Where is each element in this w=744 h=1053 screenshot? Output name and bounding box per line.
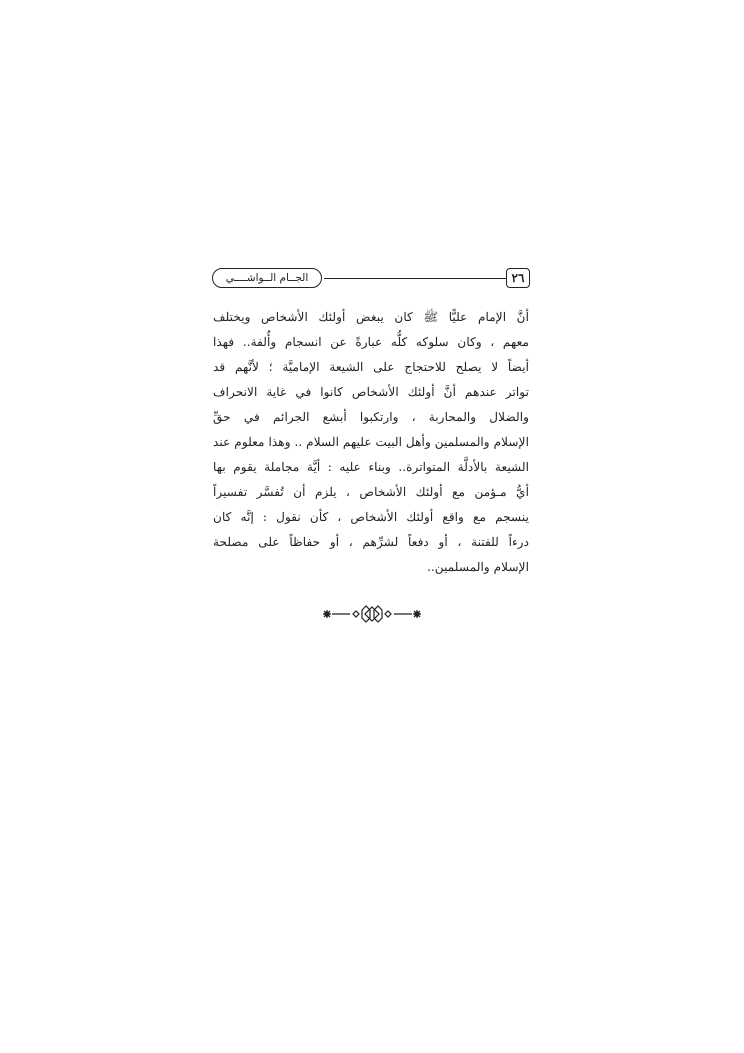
text-line: أيضاً لا يصلح للاحتجاج على الشيعة الإماميَّة ؛ لأنَّهم قد <box>213 360 529 374</box>
text-line: معهم ، وكان سلوكه كلُّه عبارةً عن انسجام وأُلفة.. فهذا <box>213 335 529 349</box>
header-rule <box>324 278 506 279</box>
running-header <box>212 268 530 290</box>
text-line: أيُّ مـؤمن مع أولئك الأشخاص ، يلزم أن تُفسَّر تفسيراً <box>213 485 529 499</box>
header-title: الجــام الــواشــــي <box>212 268 322 288</box>
text-line: أنَّ الإمام عليًّا ﷺ كان يبغض أولئك الأشخاص ويختلف <box>213 310 529 324</box>
body-paragraph <box>213 305 529 580</box>
text-line: والضلال والمحاربة ، وارتكبوا أبشع الجرائم في حقِّ <box>213 410 529 424</box>
text-line: الشيعة بالأدلَّة المتواترة.. وبناء عليه : أيَّة مجاملة يقوم بها <box>213 460 529 474</box>
page-number: ٢٦ <box>506 268 530 288</box>
text-line: درءاً للفتنة ، أو دفعاً لشرِّهم ، أو حفاظاً على مصلحة <box>213 535 529 549</box>
text-line: ينسجم مع واقع أولئك الأشخاص ، كأن نقول : إنَّه كان <box>213 510 529 524</box>
text-line: الإسلام والمسلمين.. <box>427 560 529 574</box>
text-line: الإسلام والمسلمين وأهل البيت عليهم السلام .. وهذا معلوم عند <box>213 435 529 449</box>
decorative-divider-icon <box>322 604 422 624</box>
text-line: تواتر عندهم أنَّ أولئك الأشخاص كانوا في غاية الانحراف <box>213 385 529 399</box>
